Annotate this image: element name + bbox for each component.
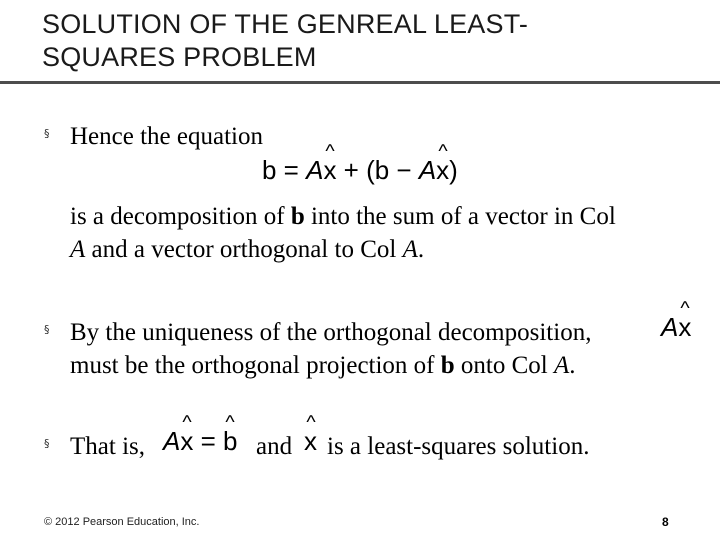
bullet-2-line-1: By the uniqueness of the orthogonal decomposition, [70, 319, 592, 346]
bullet-3-post: is a least-squares solution. [327, 433, 590, 460]
bullet-marker: § [44, 323, 50, 336]
slide-title-line-2: SQUARES PROBLEM [42, 42, 317, 72]
bullet-1-continuation-line-2: A and a vector orthogonal to Col A. [70, 236, 425, 263]
bullet-2-line-2: must be the orthogonal projection of b onto Col A. [70, 352, 576, 379]
copyright-footer: © 2012 Pearson Education, Inc. [44, 516, 200, 528]
equation-Axhat-equals-bhat: A^ x = ^ b [163, 426, 237, 457]
math-x-hat: ^ x [304, 426, 317, 457]
bullet-3-and: and [256, 433, 293, 460]
slide-title [42, 8, 682, 74]
bullet-1-continuation-line-1: is a decomposition of b into the sum of a vector in Col [70, 203, 616, 230]
bullet-marker: § [44, 437, 50, 450]
bullet-3-pre: That is, [70, 433, 145, 460]
slide-title-line-1: SOLUTION OF THE GENREAL LEAST- [42, 9, 529, 39]
page-number: 8 [662, 515, 669, 529]
title-divider [0, 81, 720, 84]
math-Ax-hat: A^ x [661, 312, 691, 343]
bullet-1-text: Hence the equation [70, 123, 263, 150]
bullet-marker: § [44, 127, 50, 140]
equation-decomposition: b = A^ x + (b − A^ x) [262, 155, 458, 186]
